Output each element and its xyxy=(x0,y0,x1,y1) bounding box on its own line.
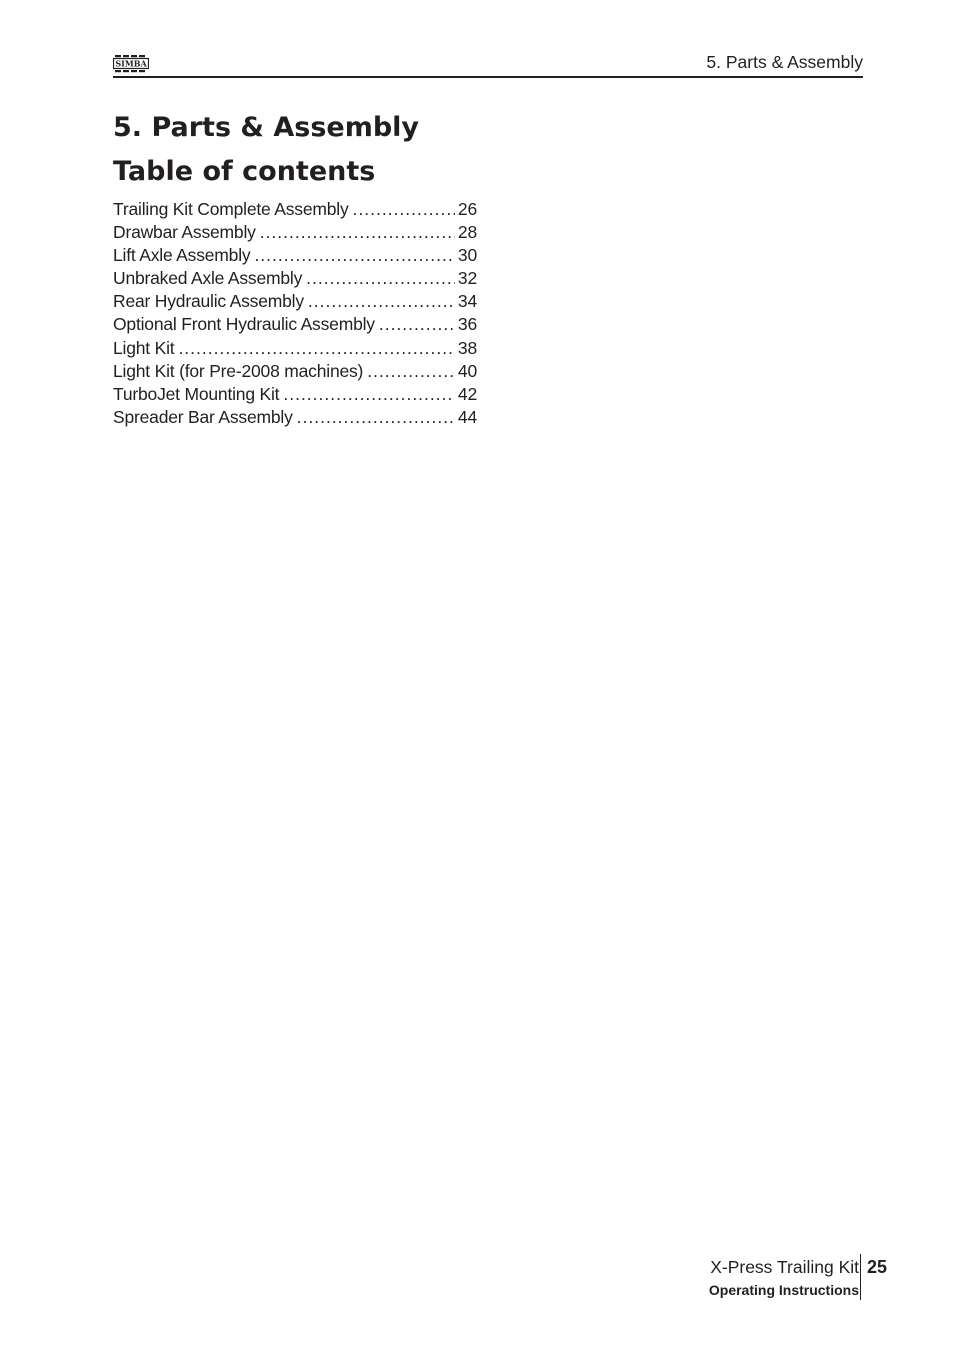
toc-entry-label: Light Kit xyxy=(113,337,175,358)
footer-divider xyxy=(860,1254,862,1300)
logo-text: SIMBA xyxy=(115,58,147,69)
toc-entry[interactable] xyxy=(113,406,477,429)
toc-entry-page: 44 xyxy=(457,406,477,427)
page-title-block xyxy=(113,106,419,194)
toc-entry-label: Spreader Bar Assembly xyxy=(113,406,293,427)
toc-entry[interactable] xyxy=(113,198,477,221)
toc-leader xyxy=(379,313,455,336)
toc-entry-page: 30 xyxy=(457,245,477,266)
page-header xyxy=(113,50,863,78)
toc-entry[interactable] xyxy=(113,267,477,290)
toc-leader xyxy=(260,221,455,244)
toc-entry-page: 38 xyxy=(457,337,477,358)
toc-leader xyxy=(306,267,455,290)
toc-entry-page: 28 xyxy=(457,222,477,243)
toc-heading: Table of contents xyxy=(113,156,376,187)
toc-entry[interactable] xyxy=(113,337,477,360)
toc-entry-label: Lift Axle Assembly xyxy=(113,245,251,266)
toc-entry-page: 34 xyxy=(457,291,477,312)
toc-entry-page: 36 xyxy=(457,314,477,335)
toc-leader xyxy=(178,337,454,360)
toc-leader xyxy=(367,360,455,383)
toc-entry-label: TurboJet Mounting Kit xyxy=(113,383,280,404)
toc-entry-label: Rear Hydraulic Assembly xyxy=(113,291,304,312)
toc-entry-page: 42 xyxy=(457,383,477,404)
toc-entry[interactable] xyxy=(113,383,477,406)
toc-entry[interactable] xyxy=(113,360,477,383)
toc-leader xyxy=(254,244,454,267)
toc-entry[interactable] xyxy=(113,290,477,313)
toc-leader xyxy=(308,290,455,313)
toc-leader xyxy=(283,383,455,406)
toc-entry[interactable] xyxy=(113,313,477,336)
toc-entry-label: Trailing Kit Complete Assembly xyxy=(113,199,349,219)
toc-entry[interactable] xyxy=(113,244,477,267)
footer-text xyxy=(709,1254,859,1300)
page-number: 25 xyxy=(866,1257,887,1277)
toc-entry-page: 26 xyxy=(457,199,477,219)
table-of-contents xyxy=(113,198,477,429)
toc-entry-label: Unbraked Axle Assembly xyxy=(113,268,303,289)
footer-manual-type: Operating Instructions xyxy=(708,1282,859,1298)
toc-entry-page: 40 xyxy=(457,360,477,381)
toc-entry-label: Optional Front Hydraulic Assembly xyxy=(113,314,375,335)
toc-entry-label: Drawbar Assembly xyxy=(113,222,256,243)
running-section-title: 5. Parts & Assembly xyxy=(706,52,863,72)
simba-logo xyxy=(113,54,149,74)
toc-leader xyxy=(353,198,455,221)
toc-entry[interactable] xyxy=(113,221,477,244)
toc-leader xyxy=(297,406,455,429)
page-title: 5. Parts & Assembly xyxy=(113,112,420,143)
footer-product-name: X-Press Trailing Kit xyxy=(710,1257,859,1277)
toc-entry-label: Light Kit (for Pre-2008 machines) xyxy=(113,360,364,381)
toc-entry-page: 32 xyxy=(457,268,477,289)
